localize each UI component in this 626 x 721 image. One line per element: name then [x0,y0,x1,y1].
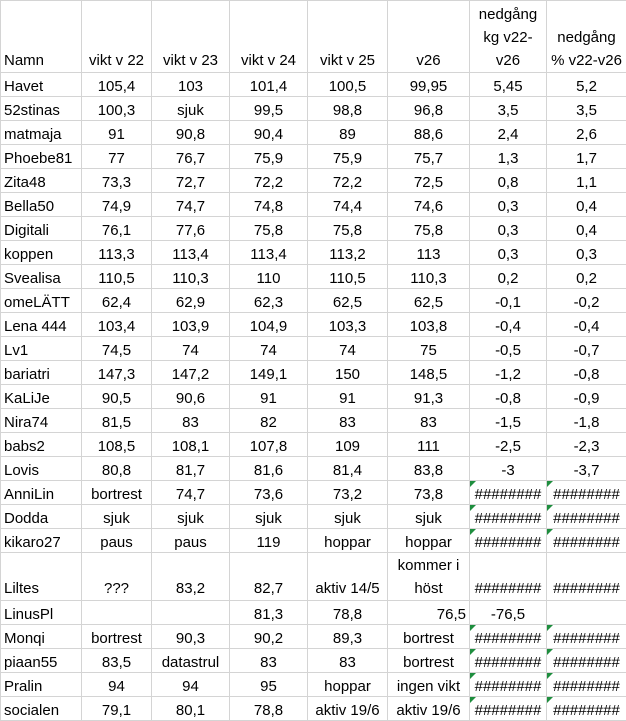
v25-cell[interactable]: 62,5 [308,289,388,313]
v22-cell[interactable]: 91 [82,121,152,145]
loss-kg-cell[interactable]: 0,3 [470,217,547,241]
name-cell[interactable]: Bella50 [1,193,82,217]
v25-cell[interactable]: sjuk [308,505,388,529]
v24-cell[interactable]: 107,8 [230,433,308,457]
v22-cell[interactable]: ??? [82,553,152,601]
name-cell[interactable]: omeLÄTT [1,289,82,313]
v23-cell[interactable]: 113,4 [152,241,230,265]
loss-kg-cell[interactable]: 1,3 [470,145,547,169]
v23-cell[interactable]: 90,3 [152,625,230,649]
loss-kg-cell[interactable]: -2,5 [470,433,547,457]
loss-kg-cell[interactable]: -76,5 [470,601,547,625]
v25-cell[interactable]: 78,8 [308,601,388,625]
v24-cell[interactable]: 73,6 [230,481,308,505]
header-name[interactable]: Namn [1,1,82,73]
v24-cell[interactable]: 74,8 [230,193,308,217]
v22-cell[interactable]: 74,9 [82,193,152,217]
v23-cell[interactable]: 83,2 [152,553,230,601]
table-row [1,241,626,265]
loss-kg-cell[interactable]: ######## [470,529,547,553]
v25-cell[interactable]: hoppar [308,529,388,553]
loss-pct-cell[interactable]: ######## [547,697,626,721]
name-cell[interactable]: AnniLin [1,481,82,505]
table-row [1,265,626,289]
v23-cell[interactable]: datastrul [152,649,230,673]
v23-cell[interactable]: 147,2 [152,361,230,385]
name-cell[interactable]: Zita48 [1,169,82,193]
v25-cell[interactable]: 113,2 [308,241,388,265]
v24-cell[interactable]: 83 [230,649,308,673]
loss-pct-cell[interactable]: ######## [547,505,626,529]
v24-cell[interactable]: 81,6 [230,457,308,481]
v23-cell[interactable]: 74 [152,337,230,361]
v23-cell[interactable]: sjuk [152,97,230,121]
v26-cell[interactable]: 83 [388,409,470,433]
v24-cell[interactable]: 78,8 [230,697,308,721]
v23-cell[interactable]: 81,7 [152,457,230,481]
table-row [1,193,626,217]
name-cell[interactable]: Pralin [1,673,82,697]
v22-cell[interactable]: 147,3 [82,361,152,385]
v22-cell[interactable]: 62,4 [82,289,152,313]
loss-kg-cell[interactable]: 0,2 [470,265,547,289]
v23-cell[interactable] [152,601,230,625]
v26-cell[interactable]: 72,5 [388,169,470,193]
name-cell[interactable]: matmaja [1,121,82,145]
v26-cell[interactable]: kommer i höst [388,553,470,601]
v26-cell[interactable]: 74,6 [388,193,470,217]
table-row [1,337,626,361]
v22-cell[interactable]: 100,3 [82,97,152,121]
v25-cell[interactable]: 103,3 [308,313,388,337]
name-cell[interactable]: Lovis [1,457,82,481]
loss-kg-cell[interactable]: -3 [470,457,547,481]
v25-cell[interactable]: aktiv 14/5 [308,553,388,601]
v25-cell[interactable]: 89 [308,121,388,145]
loss-kg-cell[interactable]: ######## [470,649,547,673]
v26-cell[interactable]: sjuk [388,505,470,529]
v22-cell[interactable]: 73,3 [82,169,152,193]
v26-cell[interactable]: ingen vikt [388,673,470,697]
v24-cell[interactable]: 81,3 [230,601,308,625]
v25-cell[interactable]: 81,4 [308,457,388,481]
v26-cell[interactable]: bortrest [388,649,470,673]
v22-cell[interactable]: paus [82,529,152,553]
table-row [1,481,626,505]
v22-cell[interactable]: 79,1 [82,697,152,721]
loss-kg-cell[interactable]: -1,2 [470,361,547,385]
v25-cell[interactable]: 73,2 [308,481,388,505]
v25-cell[interactable]: 91 [308,385,388,409]
name-cell[interactable]: Lv1 [1,337,82,361]
name-cell[interactable]: Nira74 [1,409,82,433]
table-row [1,553,626,601]
name-cell[interactable]: Monqi [1,625,82,649]
header-row [1,1,626,73]
loss-pct-cell[interactable]: ######## [547,481,626,505]
table-row [1,529,626,553]
loss-kg-cell[interactable]: -0,8 [470,385,547,409]
v25-cell[interactable]: 83 [308,409,388,433]
v26-cell[interactable]: bortrest [388,625,470,649]
loss-pct-cell[interactable]: ######## [547,529,626,553]
v24-cell[interactable]: 104,9 [230,313,308,337]
v22-cell[interactable]: 94 [82,673,152,697]
v22-cell[interactable] [82,601,152,625]
v23-cell[interactable]: 74,7 [152,481,230,505]
v23-cell[interactable]: 80,1 [152,697,230,721]
name-cell[interactable]: Liltes [1,553,82,601]
loss-kg-cell[interactable]: -1,5 [470,409,547,433]
v26-cell[interactable]: hoppar [388,529,470,553]
header-v24[interactable]: vikt v 24 [230,1,308,73]
table-row [1,121,626,145]
v24-cell[interactable]: 82,7 [230,553,308,601]
v25-cell[interactable]: 100,5 [308,73,388,97]
name-cell[interactable]: Dodda [1,505,82,529]
table-row [1,457,626,481]
table-row [1,433,626,457]
loss-kg-cell[interactable]: 2,4 [470,121,547,145]
table-row [1,145,626,169]
header-v22[interactable]: vikt v 22 [82,1,152,73]
loss-pct-cell[interactable]: -0,4 [547,313,626,337]
v26-cell[interactable]: 99,95 [388,73,470,97]
v26-cell[interactable]: 111 [388,433,470,457]
v23-cell[interactable]: 77,6 [152,217,230,241]
v24-cell[interactable]: 149,1 [230,361,308,385]
v25-cell[interactable]: 150 [308,361,388,385]
loss-pct-cell[interactable]: 0,4 [547,193,626,217]
header-v26[interactable]: v26 [388,1,470,73]
v23-cell[interactable]: paus [152,529,230,553]
v24-cell[interactable]: 90,2 [230,625,308,649]
v25-cell[interactable]: 110,5 [308,265,388,289]
v26-cell[interactable]: 62,5 [388,289,470,313]
v25-cell[interactable]: 109 [308,433,388,457]
table-row [1,601,626,625]
v22-cell[interactable]: 108,5 [82,433,152,457]
v23-cell[interactable]: 108,1 [152,433,230,457]
v26-cell[interactable]: 96,8 [388,97,470,121]
table-row [1,361,626,385]
loss-pct-cell[interactable]: -0,9 [547,385,626,409]
v23-cell[interactable]: sjuk [152,505,230,529]
v25-cell[interactable]: 75,9 [308,145,388,169]
v25-cell[interactable]: 83 [308,649,388,673]
table-row [1,97,626,121]
v22-cell[interactable]: 81,5 [82,409,152,433]
name-cell[interactable]: Phoebe81 [1,145,82,169]
loss-kg-cell[interactable]: 0,3 [470,193,547,217]
v22-cell[interactable]: 80,8 [82,457,152,481]
loss-kg-cell[interactable]: 5,45 [470,73,547,97]
v26-cell[interactable]: 110,3 [388,265,470,289]
v23-cell[interactable]: 83 [152,409,230,433]
v24-cell[interactable]: 75,8 [230,217,308,241]
loss-pct-cell[interactable]: 1,7 [547,145,626,169]
v26-cell[interactable]: 75,7 [388,145,470,169]
name-cell[interactable]: bariatri [1,361,82,385]
v22-cell[interactable]: sjuk [82,505,152,529]
name-cell[interactable]: koppen [1,241,82,265]
v22-cell[interactable]: 90,5 [82,385,152,409]
v26-cell[interactable]: 113 [388,241,470,265]
table-row [1,313,626,337]
v23-cell[interactable]: 72,7 [152,169,230,193]
table-row [1,409,626,433]
v24-cell[interactable]: sjuk [230,505,308,529]
loss-kg-cell[interactable]: ######## [470,673,547,697]
loss-pct-cell[interactable]: ######## [547,673,626,697]
v26-cell[interactable]: 148,5 [388,361,470,385]
v25-cell[interactable]: 75,8 [308,217,388,241]
v24-cell[interactable]: 62,3 [230,289,308,313]
v24-cell[interactable]: 72,2 [230,169,308,193]
v24-cell[interactable]: 90,4 [230,121,308,145]
loss-pct-cell[interactable]: ######## [547,553,626,601]
loss-pct-cell[interactable]: -0,8 [547,361,626,385]
v22-cell[interactable]: 113,3 [82,241,152,265]
v23-cell[interactable]: 62,9 [152,289,230,313]
header-v25[interactable]: vikt v 25 [308,1,388,73]
v24-cell[interactable]: 101,4 [230,73,308,97]
v22-cell[interactable]: 83,5 [82,649,152,673]
loss-pct-cell[interactable]: 5,2 [547,73,626,97]
v22-cell[interactable]: 77 [82,145,152,169]
loss-pct-cell[interactable]: -1,8 [547,409,626,433]
v23-cell[interactable]: 110,3 [152,265,230,289]
v23-cell[interactable]: 76,7 [152,145,230,169]
table-row [1,625,626,649]
loss-pct-cell[interactable]: 3,5 [547,97,626,121]
loss-pct-cell[interactable]: 0,3 [547,241,626,265]
v24-cell[interactable]: 74 [230,337,308,361]
loss-pct-cell[interactable]: 1,1 [547,169,626,193]
loss-pct-cell[interactable]: 0,4 [547,217,626,241]
v26-cell[interactable]: aktiv 19/6 [388,697,470,721]
v23-cell[interactable]: 90,8 [152,121,230,145]
v22-cell[interactable]: bortrest [82,481,152,505]
loss-pct-cell[interactable]: 2,6 [547,121,626,145]
v24-cell[interactable]: 119 [230,529,308,553]
loss-kg-cell[interactable]: 0,8 [470,169,547,193]
v25-cell[interactable]: hoppar [308,673,388,697]
loss-kg-cell[interactable]: 3,5 [470,97,547,121]
loss-pct-cell[interactable]: 0,2 [547,265,626,289]
loss-kg-cell[interactable]: -0,1 [470,289,547,313]
name-cell[interactable]: kikaro27 [1,529,82,553]
loss-pct-cell[interactable]: -3,7 [547,457,626,481]
loss-kg-cell[interactable]: ######## [470,625,547,649]
name-cell[interactable]: socialen [1,697,82,721]
loss-pct-cell[interactable]: -0,7 [547,337,626,361]
v25-cell[interactable]: 89,3 [308,625,388,649]
loss-pct-cell[interactable] [547,601,626,625]
v22-cell[interactable]: bortrest [82,625,152,649]
v22-cell[interactable]: 74,5 [82,337,152,361]
loss-kg-cell[interactable]: -0,4 [470,313,547,337]
v26-cell[interactable]: 83,8 [388,457,470,481]
table-row [1,697,626,721]
v23-cell[interactable]: 103 [152,73,230,97]
table-row [1,217,626,241]
table-row [1,385,626,409]
loss-kg-cell[interactable]: ######## [470,697,547,721]
v26-cell[interactable]: 103,8 [388,313,470,337]
v25-cell[interactable]: 98,8 [308,97,388,121]
name-cell[interactable]: Havet [1,73,82,97]
table-row [1,505,626,529]
v24-cell[interactable]: 110 [230,265,308,289]
v26-cell[interactable]: 88,6 [388,121,470,145]
v24-cell[interactable]: 99,5 [230,97,308,121]
v24-cell[interactable]: 113,4 [230,241,308,265]
loss-kg-cell[interactable]: ######## [470,505,547,529]
v22-cell[interactable]: 105,4 [82,73,152,97]
header-loss-kg[interactable]: nedgång kg v22-v26 [470,1,547,73]
loss-pct-cell[interactable]: -2,3 [547,433,626,457]
v24-cell[interactable]: 95 [230,673,308,697]
name-cell[interactable]: Svealisa [1,265,82,289]
v26-cell[interactable]: 75,8 [388,217,470,241]
v22-cell[interactable]: 76,1 [82,217,152,241]
header-v23[interactable]: vikt v 23 [152,1,230,73]
name-cell[interactable]: Lena 444 [1,313,82,337]
name-cell[interactable]: 52stinas [1,97,82,121]
loss-kg-cell[interactable]: ######## [470,481,547,505]
table-row [1,289,626,313]
loss-kg-cell[interactable]: -0,5 [470,337,547,361]
v25-cell[interactable]: aktiv 19/6 [308,697,388,721]
name-cell[interactable]: piaan55 [1,649,82,673]
name-cell[interactable]: LinusPl [1,601,82,625]
table-row [1,73,626,97]
name-cell[interactable]: Digitali [1,217,82,241]
name-cell[interactable]: babs2 [1,433,82,457]
v25-cell[interactable]: 74,4 [308,193,388,217]
loss-pct-cell[interactable]: ######## [547,625,626,649]
v25-cell[interactable]: 72,2 [308,169,388,193]
v23-cell[interactable]: 103,9 [152,313,230,337]
loss-kg-cell[interactable]: 0,3 [470,241,547,265]
v23-cell[interactable]: 74,7 [152,193,230,217]
table-row [1,649,626,673]
v26-cell[interactable]: 91,3 [388,385,470,409]
v26-cell[interactable]: 76,5 [388,601,470,625]
v24-cell[interactable]: 91 [230,385,308,409]
loss-pct-cell[interactable]: ######## [547,649,626,673]
v24-cell[interactable]: 75,9 [230,145,308,169]
loss-pct-cell[interactable]: -0,2 [547,289,626,313]
v22-cell[interactable]: 110,5 [82,265,152,289]
v26-cell[interactable]: 73,8 [388,481,470,505]
name-cell[interactable]: KaLiJe [1,385,82,409]
header-loss-pct[interactable]: nedgång % v22-v26 [547,1,626,73]
v23-cell[interactable]: 94 [152,673,230,697]
v26-cell[interactable]: 75 [388,337,470,361]
v22-cell[interactable]: 103,4 [82,313,152,337]
v25-cell[interactable]: 74 [308,337,388,361]
v24-cell[interactable]: 82 [230,409,308,433]
loss-kg-cell[interactable]: ######## [470,553,547,601]
v23-cell[interactable]: 90,6 [152,385,230,409]
table-row [1,673,626,697]
table-row [1,169,626,193]
